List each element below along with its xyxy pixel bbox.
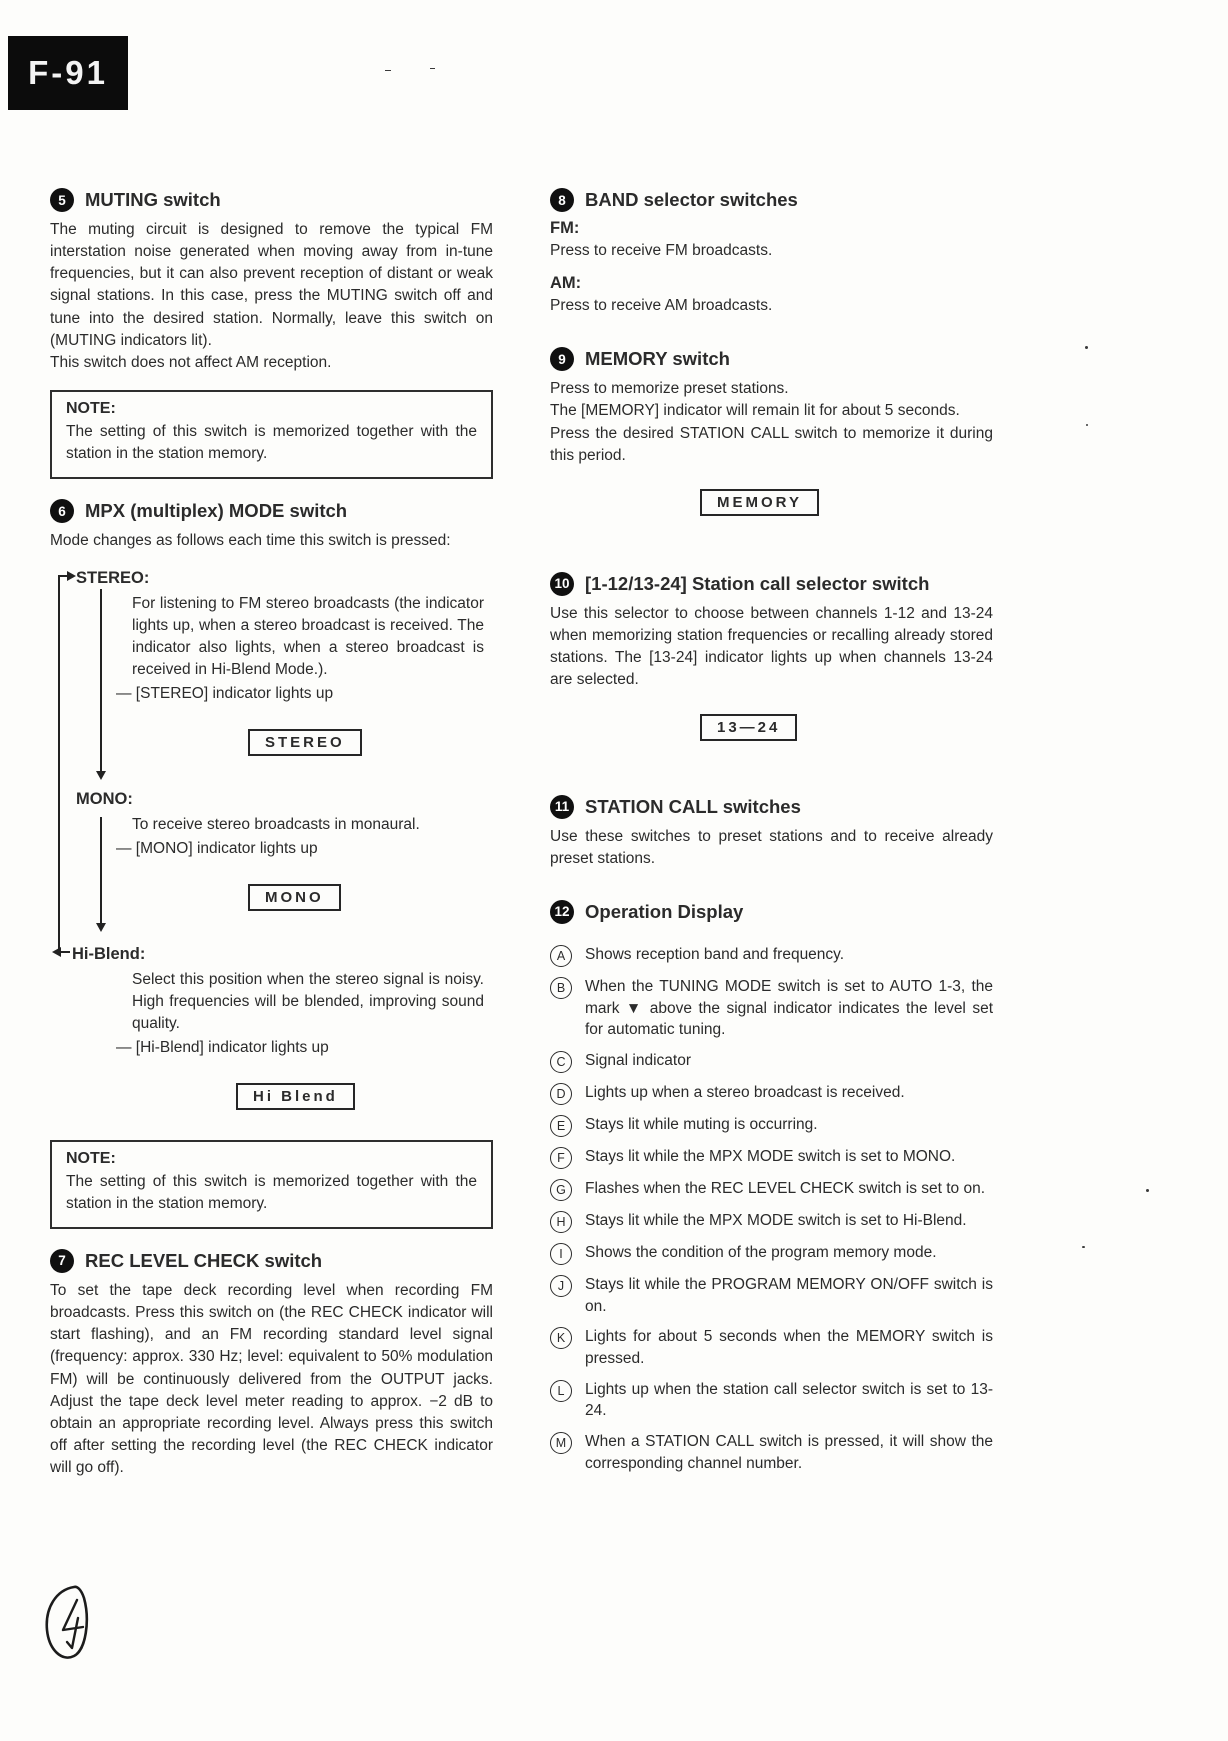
- list-item: [550, 1431, 993, 1474]
- list-item: [550, 1210, 993, 1233]
- section-paragraph: The muting circuit is designed to remove the typical FM interstation noise generated when moving away from in-tune frequencies, but it can also prevent reception of distant or weak signal stations. In this case, press the MUTING switch off and tune into the desired station. Normally, leave this switch on (MUTING indicators lit).: [50, 221, 493, 349]
- section-heading-station-call: [550, 795, 993, 819]
- section-rec-level-check: [50, 1249, 493, 1479]
- section-heading-rec-level: [50, 1249, 493, 1273]
- section-band: [550, 188, 993, 317]
- item-text: Lights up when a stereo broadcast is received.: [585, 1083, 905, 1101]
- section-memory: [550, 347, 993, 516]
- scan-speck: [1146, 1189, 1149, 1192]
- band-entry-label-am: AM:: [550, 274, 582, 293]
- note-label: NOTE:: [66, 400, 116, 418]
- flow-loop-line: [58, 575, 60, 953]
- list-item: [550, 1050, 993, 1073]
- item-text: Stays lit while the PROGRAM MEMORY ON/OFF switch is on.: [585, 1275, 993, 1315]
- item-text: Shows the condition of the program memory mode.: [585, 1243, 937, 1261]
- mode-description: To receive stereo broadcasts in monaural.: [132, 815, 420, 833]
- section-heading-mpx: [50, 499, 493, 523]
- list-item: [550, 1274, 993, 1317]
- section-title: MPX (multiplex) MODE switch: [85, 500, 348, 522]
- section-paragraph: Press to memorize preset stations.: [550, 380, 789, 398]
- channel-range-indicator-badge: 13—24: [700, 714, 797, 741]
- section-title: [1-12/13-24] Station call selector switch: [585, 572, 930, 594]
- stereo-indicator-badge: STEREO: [248, 729, 362, 756]
- scan-speck: [1086, 424, 1088, 426]
- section-title: MEMORY switch: [585, 348, 730, 370]
- list-item: [550, 944, 993, 967]
- list-item: [550, 1114, 993, 1137]
- hi-blend-indicator-badge: Hi Blend: [236, 1083, 355, 1110]
- section-station-call: [550, 795, 993, 870]
- memory-indicator-badge: MEMORY: [700, 489, 819, 516]
- indicator-badge-row: [50, 1083, 493, 1110]
- item-text: Flashes when the REC LEVEL CHECK switch is set to on.: [585, 1179, 986, 1197]
- item-letter-badge: A: [550, 945, 572, 967]
- indicator-badge-row: [50, 884, 493, 911]
- item-text: Signal indicator: [585, 1051, 691, 1069]
- list-item: [550, 1178, 993, 1201]
- item-letter-badge: J: [550, 1275, 572, 1297]
- indicator-badge-row: [550, 489, 993, 516]
- scan-speck: [1085, 346, 1088, 349]
- arrow-left-icon: [52, 947, 61, 957]
- item-letter-badge: F: [550, 1147, 572, 1169]
- list-item: [550, 1379, 993, 1422]
- mode-label-hi-blend: Hi-Blend:: [72, 944, 146, 963]
- indicator-note: — [STEREO] indicator lights up: [116, 684, 334, 702]
- list-item: [550, 1082, 993, 1105]
- item-letter-badge: M: [550, 1432, 572, 1454]
- section-number-badge: 8: [550, 188, 574, 212]
- section-number-badge: 12: [550, 900, 574, 924]
- section-paragraph: This switch does not affect AM reception.: [50, 353, 332, 371]
- item-letter-badge: L: [550, 1380, 572, 1402]
- section-mpx: [50, 499, 493, 1109]
- scan-speck: [1082, 1246, 1085, 1248]
- mpx-mode-flowchart: [50, 565, 493, 1110]
- section-heading-operation-display: [550, 900, 993, 924]
- item-text: Stays lit while muting is occurring.: [585, 1115, 818, 1133]
- item-letter-badge: E: [550, 1115, 572, 1137]
- flow-line: [100, 817, 102, 925]
- mode-label-mono: MONO:: [76, 789, 133, 808]
- scan-speck: [430, 68, 435, 69]
- section-title: Operation Display: [585, 900, 744, 922]
- model-badge: [8, 36, 128, 110]
- note-box: [50, 390, 493, 479]
- mode-description: Select this position when the stereo signal is noisy. High frequencies will be blended, improving sound quality.: [132, 970, 484, 1032]
- section-title: BAND selector switches: [585, 189, 798, 210]
- item-text: Lights for about 5 seconds when the MEMORY switch is pressed.: [585, 1328, 993, 1367]
- left-column: [50, 188, 493, 1479]
- list-item: [550, 1242, 993, 1265]
- section-heading-station-selector: [550, 572, 993, 596]
- list-item: [550, 1326, 993, 1369]
- indicator-note: — [MONO] indicator lights up: [116, 839, 318, 857]
- mode-label-stereo: STEREO:: [76, 568, 150, 587]
- band-entry-body: Press to receive AM broadcasts.: [550, 297, 773, 315]
- section-heading-muting: [50, 188, 493, 212]
- item-letter-badge: B: [550, 977, 572, 999]
- note-label: NOTE:: [66, 1149, 116, 1167]
- mode-description: For listening to FM stereo broadcasts (the indicator lights up, when a stereo broadcast is received. The indicator also lights, when a stereo broadcast is received in Hi-Blend Mode.).: [132, 594, 484, 678]
- section-paragraph: Press the desired STATION CALL switch to memorize it during this period.: [550, 424, 993, 464]
- flow-line: [100, 589, 102, 773]
- section-station-selector: [550, 572, 993, 741]
- indicator-note: — [Hi-Blend] indicator lights up: [116, 1038, 329, 1056]
- item-text: Lights up when the station call selector switch is set to 13-24.: [585, 1380, 993, 1420]
- item-text: Shows reception band and frequency.: [585, 945, 845, 963]
- indicator-badge-row: [550, 714, 993, 741]
- list-item: [550, 976, 993, 1041]
- arrow-down-icon: [96, 923, 106, 932]
- item-text: Stays lit while the MPX MODE switch is set to MONO.: [585, 1147, 956, 1165]
- section-paragraph: Use these switches to preset stations and to receive already preset stations.: [550, 827, 993, 867]
- handwritten-mark-icon: [34, 1582, 110, 1672]
- scan-speck: [385, 70, 391, 71]
- band-entry-body: Press to receive FM broadcasts.: [550, 242, 773, 259]
- section-title: REC LEVEL CHECK switch: [85, 1249, 323, 1271]
- operation-display-list: [550, 944, 993, 1475]
- section-paragraph: The [MEMORY] indicator will remain lit for about 5 seconds.: [550, 402, 960, 420]
- note-body: The setting of this switch is memorized together with the station in the station memory.: [66, 423, 477, 463]
- model-badge-label: F-91: [28, 54, 108, 91]
- section-number-badge: 7: [50, 1249, 74, 1273]
- arrow-right-icon: [67, 571, 76, 581]
- arrow-down-icon: [96, 771, 106, 780]
- band-entry-label-fm: FM:: [550, 219, 580, 237]
- section-muting: [50, 188, 493, 374]
- list-item: [550, 1146, 993, 1169]
- section-title: MUTING switch: [85, 189, 221, 210]
- item-text: When a STATION CALL switch is pressed, it will show the corresponding channel number.: [585, 1433, 993, 1472]
- item-letter-badge: C: [550, 1051, 572, 1073]
- section-number-badge: 9: [550, 347, 574, 371]
- mono-indicator-badge: MONO: [248, 884, 341, 911]
- item-letter-badge: G: [550, 1179, 572, 1201]
- section-paragraph: Use this selector to choose between channels 1-12 and 13-24 when memorizing station frequencies or recalling already stored stations. The [13-24] indicator lights up when channels 13-24 are selected.: [550, 604, 993, 689]
- section-paragraph: To set the tape deck recording level when recording FM broadcasts. Press this switch on (the REC CHECK indicator will start flashing), and an FM recording standard level signal (frequency: approx. 330 Hz; level: equivalent to 50% modulation FM) will be continuously delivered from the OUTPUT jacks. Adjust the tape deck level meter reading to approx. −2 dB to obtain an appropriate recording level. Always press this switch off after setting the recording level (the REC CHECK indicator will go off).: [50, 1281, 493, 1477]
- section-number-badge: 10: [550, 572, 574, 596]
- section-heading-band: [550, 188, 993, 212]
- section-intro: Mode changes as follows each time this switch is pressed:: [50, 532, 451, 550]
- indicator-badge-row: [50, 729, 493, 756]
- item-text: When the TUNING MODE switch is set to AUTO 1-3, the mark ▼ above the signal indicator indicates the level set for automatic tuning.: [585, 977, 993, 1039]
- section-heading-memory: [550, 347, 993, 371]
- note-body: The setting of this switch is memorized together with the station in the station memory.: [66, 1172, 477, 1212]
- note-box: [50, 1140, 493, 1229]
- right-column: [550, 188, 993, 1474]
- item-letter-badge: H: [550, 1211, 572, 1233]
- item-letter-badge: D: [550, 1083, 572, 1105]
- item-letter-badge: I: [550, 1243, 572, 1265]
- section-number-badge: 11: [550, 795, 574, 819]
- section-number-badge: 6: [50, 499, 74, 523]
- section-number-badge: 5: [50, 188, 74, 212]
- section-title: STATION CALL switches: [585, 795, 801, 817]
- item-text: Stays lit while the MPX MODE switch is set to Hi-Blend.: [585, 1211, 967, 1229]
- item-letter-badge: K: [550, 1327, 572, 1349]
- section-operation-display: [550, 900, 993, 1475]
